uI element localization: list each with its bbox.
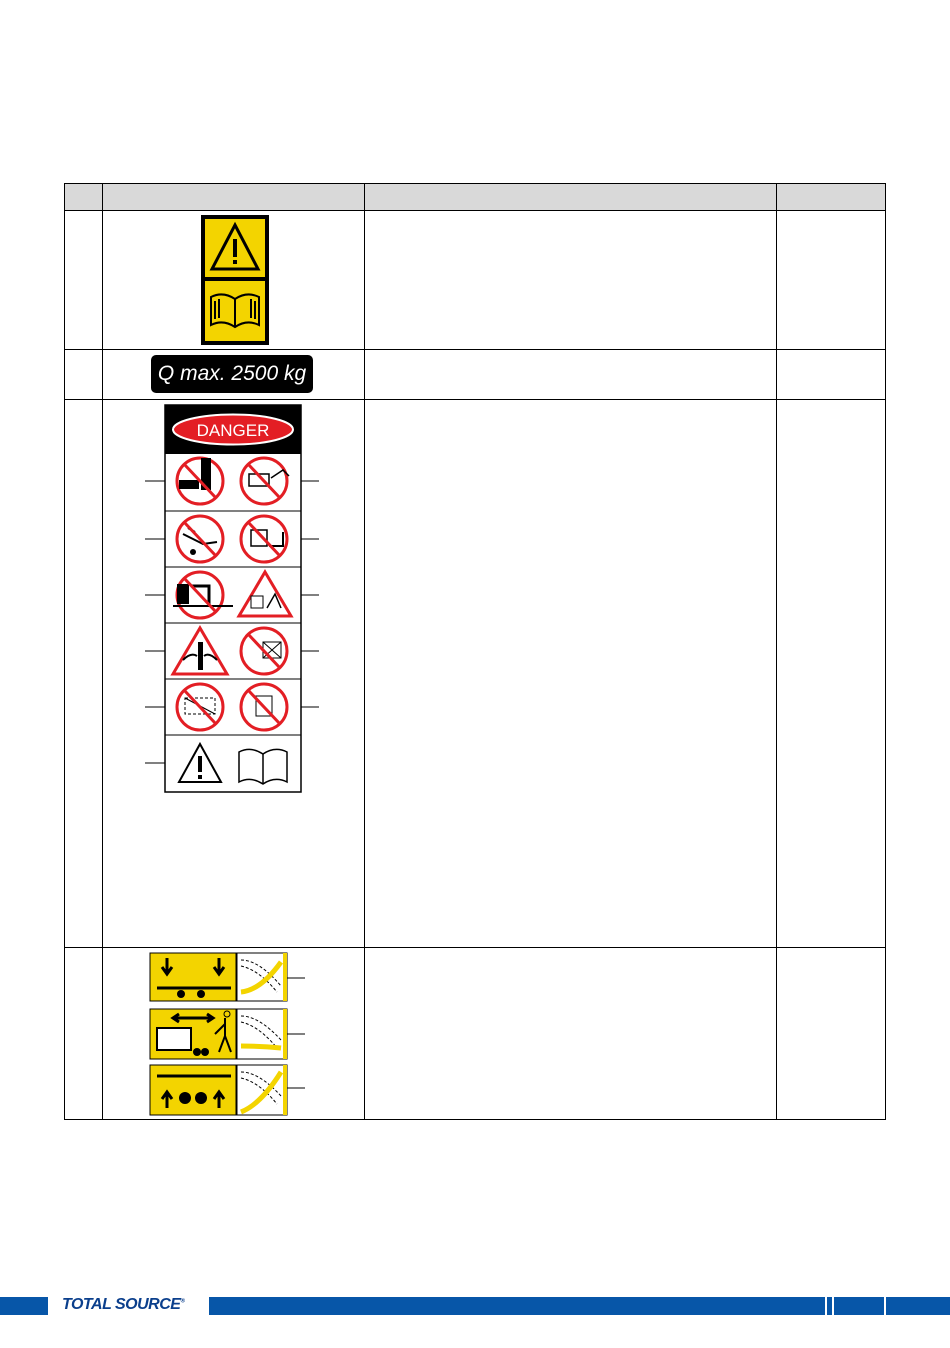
description-cell (365, 350, 777, 400)
fork-position-decals (149, 952, 309, 1116)
logo-text: TOTAL SOURCE (62, 1296, 181, 1313)
header-cell-description (365, 184, 777, 211)
leader-lines (287, 978, 305, 1088)
decal-cell (103, 350, 365, 400)
warning-manual-decal (201, 215, 269, 345)
fork-position-icon (150, 1065, 287, 1115)
header-cell-part (776, 184, 885, 211)
decals-table (64, 183, 886, 1120)
decal-cell (103, 948, 365, 1120)
total-source-logo (62, 1296, 184, 1314)
table-header-row (65, 184, 886, 211)
row-number-cell (65, 350, 103, 400)
footer-bar-right (209, 1297, 950, 1315)
description-cell (365, 948, 777, 1120)
capacity-decal: Q max. 2500 kg (151, 355, 313, 393)
part-number-cell (776, 400, 885, 948)
row-number-cell (65, 211, 103, 350)
logo-registered-mark: ® (180, 1298, 185, 1305)
description-cell (365, 211, 777, 350)
part-number-cell (776, 350, 885, 400)
fork-position-icon (150, 1009, 287, 1059)
footer-bar-left (0, 1297, 48, 1315)
header-cell-decal (103, 184, 365, 211)
decal-cell (103, 211, 365, 350)
table-row (65, 400, 886, 948)
table-row (65, 350, 886, 400)
footer-separator (832, 1297, 834, 1315)
decal-cell (103, 400, 365, 948)
row-number-cell (65, 400, 103, 948)
table-row (65, 948, 886, 1120)
danger-decal (143, 404, 323, 796)
description-cell (365, 400, 777, 948)
header-cell-number (65, 184, 103, 211)
table-row (65, 211, 886, 350)
fork-position-icon (150, 953, 287, 1001)
footer-separator (825, 1297, 827, 1315)
part-number-cell (776, 211, 885, 350)
danger-label: DANGER (196, 421, 270, 440)
footer-separator (884, 1297, 886, 1315)
part-number-cell (776, 948, 885, 1120)
row-number-cell (65, 948, 103, 1120)
manual-book-icon (211, 294, 259, 327)
